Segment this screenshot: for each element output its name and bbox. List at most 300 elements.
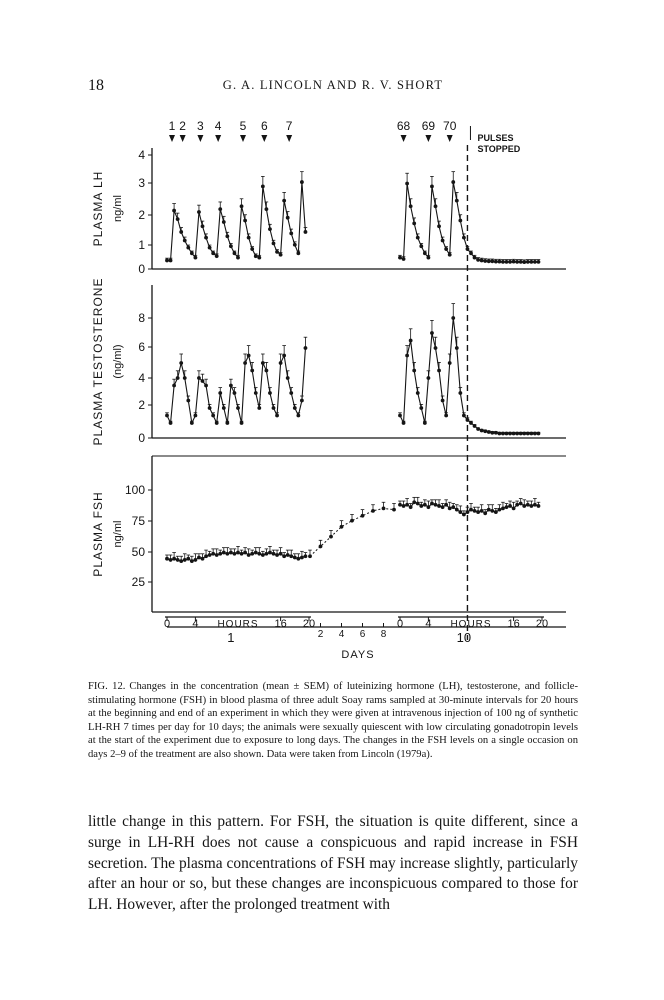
data-point [444,247,448,251]
data-point [257,256,261,260]
data-point [533,260,537,264]
data-point [448,361,452,365]
data-point [441,239,445,243]
data-point [179,230,183,234]
hours-tick-label: 4 [425,618,432,630]
running-head: G. A. LINCOLN AND R. V. SHORT [222,78,444,92]
data-point [257,406,261,410]
data-point [233,391,237,395]
injection-arrow [401,135,407,142]
data-point [487,259,491,263]
data-point [529,504,533,508]
data-point [423,503,427,507]
data-point [480,259,484,263]
data-point [240,421,244,425]
data-point [487,430,491,434]
y-tick-label: 4 [138,148,145,162]
data-point [398,414,402,418]
data-point [215,421,219,425]
data-point [254,551,258,555]
data-point [218,391,222,395]
data-point [293,243,297,247]
data-point [240,552,244,556]
hours-tick-label: 0 [163,618,171,630]
y-axis-title: PLASMA TESTOSTERONE [91,277,105,446]
data-point [494,510,498,514]
data-point [165,259,169,263]
data-point [204,554,208,558]
y-tick-label: 2 [138,208,145,222]
data-point [451,180,455,184]
data-point [451,505,455,509]
data-point [512,432,516,436]
data-point [261,184,265,188]
data-point [190,251,194,255]
data-point [233,552,237,556]
data-point [462,414,466,418]
data-point [427,505,431,509]
injection-arrow [261,135,267,142]
data-point [268,551,272,555]
data-point [529,432,533,436]
data-point [169,259,173,263]
data-point [537,260,541,264]
data-point [402,504,406,508]
data-point [286,553,290,557]
data-point [512,260,516,264]
data-point [272,406,276,410]
data-point [254,254,258,258]
data-point [296,414,300,418]
data-point [476,258,480,262]
pulses-stopped-label: PULSES [477,133,514,143]
injection-arrow [180,135,186,142]
data-point [416,236,420,240]
body-text: little change in this pattern. For FSH, the situation is quite different, since a surge in LH-RH does not cause a conspicuous and rapid increase in FSH secretion. The plasma concentrations of FSH may increase slightly, particularly after an hour or so, but these changes are inconspicuous compared to those for LH. However, after the prolonged treatment with [88,813,578,914]
data-point [494,260,498,264]
data-point [254,391,258,395]
data-point [215,254,219,258]
y-tick-label: 6 [138,340,145,354]
data-point [444,503,448,507]
data-point [350,519,354,523]
data-point [229,384,233,388]
data-point [194,256,198,260]
pulses-stopped-label: STOPPED [477,144,521,154]
data-point [250,552,254,556]
data-point [265,552,269,556]
data-point [176,558,180,562]
hours-label: HOURS [450,619,492,630]
data-point [257,552,261,556]
data-point [526,260,530,264]
data-point [405,503,409,507]
caption-text: Changes in the concentration (mean ± SEM) of luteinizing hormone (LH), testosterone, and follicle-stimulating hormone (FSH) in blood plasma of three adult Soay rams sampled at 30-minute intervals for 20 hours at the beginning and end of an experiment in which they were given at intravenous injection of 100 ng of synthetic LH-RH 7 times per day for 10 days; the animals were sexually quiescent with low circulating gonadotropin levels at the start of the experiment due to exposure to long days. The changes in the FSH levels on a single occasion on days 2–9 of the treatment are also shown. Data were taken from Lincoln (1979a). [88,681,578,760]
data-point [409,505,413,509]
data-point [222,551,226,555]
data-point [498,508,502,512]
days-tick-label: 2 [317,629,324,640]
data-point [434,503,438,507]
data-point [194,414,198,418]
data-point [201,557,205,561]
data-point [222,406,226,410]
data-point [243,551,247,555]
y-axis-title: PLASMA FSH [91,491,105,577]
data-point [250,369,254,373]
data-point [526,503,530,507]
data-point [469,508,473,512]
y-tick-label: 1 [138,238,145,252]
page-number: 18 [88,77,104,94]
data-point [172,557,176,561]
data-point [515,503,519,507]
data-point [183,239,187,243]
data-point [402,421,406,425]
data-point [490,509,494,513]
data-point [211,414,215,418]
data-point [247,236,251,240]
y-tick-label: 50 [131,545,145,559]
data-point [204,384,208,388]
data-point [282,354,286,358]
data-point [508,504,512,508]
data-point [501,432,505,436]
data-point [462,236,466,240]
data-point [508,260,512,264]
data-point [423,421,427,425]
data-point [279,552,283,556]
data-point [201,379,205,383]
data-point [286,216,290,220]
data-point [416,391,420,395]
data-point [505,505,509,509]
data-point [437,369,441,373]
data-point [430,184,434,188]
data-point [218,552,222,556]
data-point [308,554,312,558]
data-point [392,508,396,512]
injection-number: 70 [443,119,457,133]
y-tick-label: 75 [131,514,145,528]
data-point [505,260,509,264]
data-point [225,552,229,556]
data-point [286,376,290,380]
series-line [400,182,538,262]
data-point [441,505,445,509]
days-tick-label: 8 [380,629,387,640]
data-point [419,406,423,410]
data-point [186,399,190,403]
hours-tick-label: 0 [396,618,404,630]
data-point [434,204,438,208]
data-point [430,502,434,506]
data-point [498,432,502,436]
data-point [501,507,505,511]
data-point [412,500,416,504]
data-point [300,399,304,403]
data-point [416,502,420,506]
data-point [272,241,276,245]
data-point [169,558,173,562]
data-point [419,244,423,248]
injection-number: 5 [239,119,247,133]
data-point [427,376,431,380]
figure-caption [88,680,578,762]
data-point [444,414,448,418]
data-point [215,553,219,557]
data-point [441,399,445,403]
data-point [275,553,279,557]
data-point [455,508,459,512]
data-point [289,231,293,235]
y-tick-label: 3 [138,176,145,190]
data-point [462,513,466,517]
data-point [451,316,455,320]
data-point [190,559,194,563]
data-point [490,431,494,435]
data-point [240,204,244,208]
data-point [204,236,208,240]
data-point [186,557,190,561]
data-point [243,361,247,365]
data-point [197,556,201,560]
data-point [526,432,530,436]
hours-tick-label: 4 [192,618,199,630]
data-point [533,503,537,507]
y-axis-title: PLASMA LH [91,170,105,247]
data-point [247,553,251,557]
data-point [296,557,300,561]
y-tick-label: 0 [138,262,145,276]
data-point [398,256,402,260]
data-point [293,556,297,560]
injection-number: 3 [197,119,204,133]
data-point [319,545,323,549]
data-point [466,510,470,514]
data-point [265,369,269,373]
data-point [233,251,237,255]
data-point [304,230,308,234]
data-point [236,406,240,410]
data-point [473,509,477,513]
injection-number: 4 [214,119,222,133]
data-point [412,222,416,226]
data-point [289,554,293,558]
data-point [505,432,509,436]
data-point [419,504,423,508]
hours-tick-label: 20 [302,618,316,630]
data-point [519,502,523,506]
data-point [458,510,462,514]
data-point [165,557,169,561]
data-point [261,361,265,365]
injection-number: 69 [421,119,436,133]
y-axis-unit: ng/ml [112,520,124,548]
data-point [455,346,459,350]
data-point [423,251,427,255]
injection-arrow [240,135,246,142]
data-point [498,260,502,264]
data-point [183,558,187,562]
data-point [282,554,286,558]
data-point [236,256,240,260]
data-point [522,504,526,508]
data-point [466,247,470,251]
data-point [208,246,212,250]
data-point [515,260,519,264]
data-point [469,421,473,425]
data-point [469,251,473,255]
data-point [483,259,487,263]
data-point [483,429,487,433]
body-paragraph [88,812,578,916]
data-point [409,339,413,343]
data-point [197,376,201,380]
data-point [275,414,279,418]
data-point [275,250,279,254]
injection-arrow [447,135,453,142]
hours-label: HOURS [217,619,259,630]
data-point [176,217,180,221]
days-tick-label: 6 [359,629,366,640]
data-point [304,346,308,350]
data-point [169,421,173,425]
y-tick-label: 100 [124,483,145,497]
data-point [458,219,462,223]
data-point [243,219,247,223]
data-point [172,384,176,388]
data-point [268,391,272,395]
data-point [490,259,494,263]
data-point [279,253,283,257]
data-point [494,431,498,435]
data-point [382,507,386,511]
data-point [211,552,215,556]
y-tick-label: 25 [131,575,145,589]
data-point [179,559,183,563]
day-label: 10 [456,630,472,645]
data-point [293,406,297,410]
data-point [218,207,222,211]
data-point [476,427,480,431]
data-point [179,361,183,365]
data-point [172,209,176,213]
data-point [229,244,233,248]
data-point [300,556,304,560]
data-point [487,508,491,512]
data-point [405,354,409,358]
data-point [519,432,523,436]
data-point [515,432,519,436]
data-point [371,509,375,513]
data-point [409,204,413,208]
data-point [197,210,201,214]
data-point [190,421,194,425]
hours-tick-label: 16 [507,618,520,630]
data-point [405,182,409,186]
data-point [473,424,477,428]
data-point [466,418,470,422]
data-point [412,369,416,373]
data-point [329,535,333,539]
caption-label: FIG. 12. [88,681,126,692]
data-point [437,504,441,508]
injection-number: 6 [260,119,268,133]
data-point [225,234,229,238]
data-point [480,509,484,513]
y-axis-unit: (ng/ml) [112,344,124,379]
data-point [480,429,484,433]
data-point [236,551,240,555]
data-point [512,507,516,511]
data-point [208,553,212,557]
data-point [194,558,198,562]
data-point [522,260,526,264]
y-tick-label: 0 [138,431,145,445]
data-point [183,376,187,380]
injection-arrow [286,135,292,142]
y-tick-label: 2 [138,398,145,412]
data-point [289,391,293,395]
hours-tick-label: 16 [274,618,287,630]
data-point [437,224,441,228]
data-point [473,256,477,260]
data-point [282,199,286,203]
day-label: 1 [227,630,235,645]
injection-number: 1 [168,119,176,133]
data-point [250,247,254,251]
data-point [208,406,212,410]
y-tick-label: 8 [138,311,145,325]
data-point [537,432,541,436]
data-point [501,260,505,264]
data-point [533,432,537,436]
data-point [340,525,344,529]
data-point [430,331,434,335]
data-point [201,224,205,228]
data-point [211,251,215,255]
hours-tick-label: 20 [535,618,549,630]
data-point [222,220,226,224]
data-point [296,251,300,255]
data-point [279,361,283,365]
days-tick-label: 4 [338,629,345,640]
injection-number: 7 [285,119,293,133]
data-point [529,260,533,264]
data-point [402,257,406,261]
injection-arrow [425,135,431,142]
data-point [261,553,265,557]
data-point [268,227,272,231]
y-tick-label: 4 [138,371,145,385]
data-point [229,551,233,555]
data-point [448,253,452,257]
series-line [400,318,538,434]
data-point [225,421,229,425]
data-point [176,376,180,380]
days-label: DAYS [341,649,375,661]
data-point [448,507,452,511]
data-point [519,260,523,264]
data-point [165,414,169,418]
data-point [508,432,512,436]
data-point [458,391,462,395]
injection-arrow [169,135,175,142]
injection-arrow [215,135,221,142]
series-line [167,348,305,423]
data-point [476,510,480,514]
